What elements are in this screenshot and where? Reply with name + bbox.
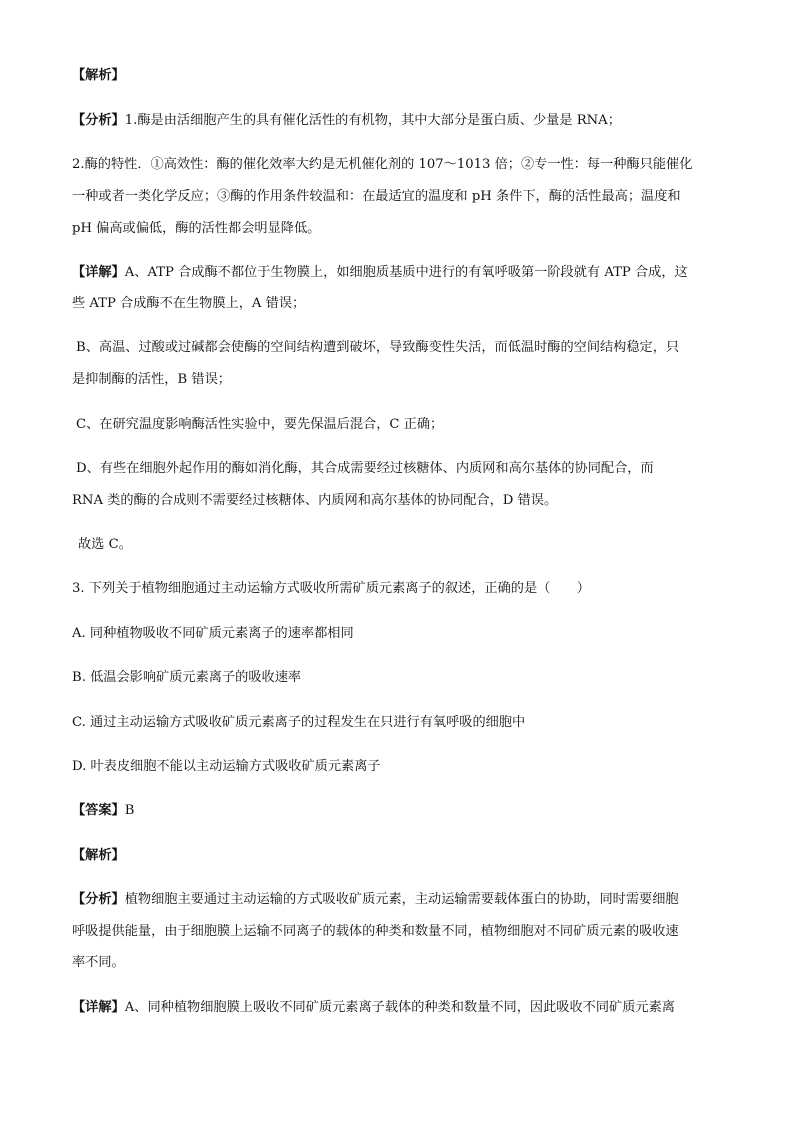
line-text: 3. 下列关于植物细胞通过主动运输方式吸收所需矿质元素离子的叙述，正确的是（ ）: [72, 581, 590, 596]
paragraph-line: [72, 187, 732, 207]
paragraph-line: [72, 294, 732, 314]
section-label: 【详解】: [72, 265, 125, 280]
paragraph-line: [72, 155, 732, 175]
conclusion-line: [78, 535, 738, 555]
line-text: A、同种植物细胞膜上吸收不同矿质元素离子载体的种类和数量不同，因此吸收不同矿质元素离: [124, 1000, 675, 1015]
line-text: 一种或者一类化学反应；③酶的作用条件较温和：在最适宜的温度和 pH 条件下，酶的活性最高；温度和: [72, 189, 681, 204]
option-a: [72, 624, 732, 644]
line-text: 呼吸提供能量，由于细胞膜上运输不同离子的载体的种类和数量不同，植物细胞对不同矿质元素的吸收速: [72, 924, 679, 939]
section-heading-analysis: [72, 66, 732, 86]
paragraph-line: [76, 459, 736, 479]
line-text: C. 通过主动运输方式吸收矿质元素离子的过程发生在只进行有氧呼吸的细胞中: [72, 715, 526, 730]
line-text: C、在研究温度影响酶活性实验中，要先保温后混合，C 正确；: [76, 417, 444, 432]
paragraph-line: [72, 370, 732, 390]
answer-line: [72, 801, 732, 821]
section-label: 【详解】: [72, 1000, 125, 1015]
line-text: 率不同。: [72, 955, 125, 970]
line-text: 2.酶的特性．①高效性：酶的催化效率大约是无机催化剂的 107～1013 倍；②专一性：每一种酶只能催化: [72, 157, 693, 172]
line-text: D. 叶表皮细胞不能以主动运输方式吸收矿质元素离子: [72, 759, 381, 774]
line-text: 些 ATP 合成酶不在生物膜上，A 错误；: [72, 296, 306, 311]
section-label: 【分析】: [72, 892, 125, 907]
section-label: 【答案】: [72, 803, 125, 818]
option-b: [72, 668, 732, 688]
analysis-line: [72, 890, 732, 910]
paragraph-line: [76, 415, 736, 435]
paragraph-line: [72, 953, 732, 973]
detail-line: [72, 998, 732, 1018]
question-stem: [72, 579, 732, 599]
section-label: 【分析】: [72, 113, 125, 128]
line-text: B、高温、过酸或过碱都会使酶的空间结构遭到破坏，导致酶变性失活，而低温时酶的空间结构稳定，只: [76, 340, 680, 355]
section-label: 【解析】: [72, 848, 125, 863]
option-d: [72, 757, 732, 777]
line-text: A、ATP 合成酶不都位于生物膜上，如细胞质基质中进行的有氧呼吸第一阶段就有 ATP 合成，这: [124, 265, 688, 280]
paragraph-line: [72, 922, 732, 942]
paragraph-line: [72, 219, 732, 239]
line-text: A. 同种植物吸收不同矿质元素离子的速率都相同: [72, 626, 354, 641]
line-text: B. 低温会影响矿质元素离子的吸收速率: [72, 670, 302, 685]
line-text: 植物细胞主要通过主动运输的方式吸收矿质元素，主动运输需要载体蛋白的协助，同时需要细胞: [124, 892, 679, 907]
line-text: D、有些在细胞外起作用的酶如消化酶，其合成需要经过核糖体、内质网和高尔基体的协同配合，而: [76, 461, 654, 476]
paragraph-line: [76, 338, 736, 358]
line-text: B: [124, 803, 135, 818]
line-text: 1.酶是由活细胞产生的具有催化活性的有机物，其中大部分是蛋白质、少量是 RNA；: [124, 113, 621, 128]
line-text: 故选 C。: [78, 537, 132, 552]
line-text: 是抑制酶的活性，B 错误；: [72, 372, 231, 387]
option-c: [72, 713, 732, 733]
line-text: pH 偏高或偏低，酶的活性都会明显降低。: [72, 221, 321, 236]
section-heading-analysis: [72, 846, 732, 866]
section-label: 【解析】: [72, 68, 125, 83]
detail-line: [72, 263, 732, 283]
analysis-line: [72, 111, 732, 131]
line-text: RNA 类的酶的合成则不需要经过核糖体、内质网和高尔基体的协同配合，D 错误。: [72, 493, 558, 508]
paragraph-line: [72, 491, 732, 511]
